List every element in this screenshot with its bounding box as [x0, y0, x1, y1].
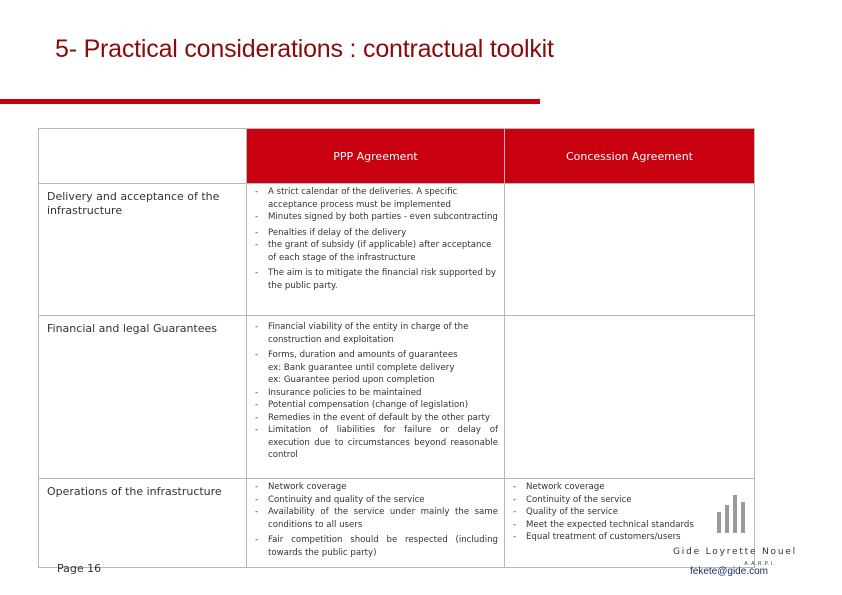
contact-email: fekete@gide.com — [690, 566, 768, 577]
list-item: - Quality of the service — [511, 506, 748, 519]
page-title: 5- Practical considerations : contractual toolkit — [55, 35, 554, 63]
list-item: - Equal treatment of customers/users — [511, 531, 748, 544]
contractual-toolkit-table — [38, 128, 755, 568]
ppp-cell — [247, 184, 505, 316]
concession-cell — [505, 184, 755, 316]
concession-cell — [505, 316, 755, 479]
list-item: - Continuity of the service — [511, 494, 748, 507]
row-label: Delivery and acceptance of the infrastructure — [39, 184, 247, 316]
list-item: - Potential compensation (change of legislation) — [253, 399, 498, 412]
list-item: ex: Guarantee period upon completion — [268, 375, 435, 385]
row-label: Financial and legal Guarantees — [39, 316, 247, 479]
list-item: - Remedies in the event of default by the other party — [253, 412, 498, 425]
header-blank-cell — [39, 129, 247, 184]
gide-logo — [673, 495, 797, 570]
ppp-cell — [247, 479, 505, 568]
list-item: - Continuity and quality of the service — [253, 494, 498, 507]
ppp-cell — [247, 316, 505, 479]
page-number: Page 16 — [57, 562, 102, 575]
logo-subtext: A.A.R.P.I. — [744, 561, 776, 567]
list-item: - Financial viability of the entity in charge of the construction and exploitation — [253, 321, 498, 346]
list-item: - Network coverage — [511, 481, 748, 494]
header-concession-agreement: Concession Agreement — [505, 129, 755, 184]
list-item: - the grant of subsidy (if applicable) after acceptance of each stage of the infrastructure — [253, 239, 498, 264]
table-row — [39, 184, 755, 316]
list-item: - Network coverage — [253, 481, 498, 494]
title-underline — [0, 99, 540, 104]
header-ppp-agreement: PPP Agreement — [247, 129, 505, 184]
table-row — [39, 316, 755, 479]
row-label: Operations of the infrastructure — [39, 479, 247, 568]
list-item: - Meet the expected technical standards — [511, 519, 748, 532]
list-item: - A strict calendar of the deliveries. A specific acceptance process must be implemented — [253, 186, 498, 211]
list-item: - Availability of the service under mainly the same conditions to all users — [253, 506, 498, 531]
list-item: - Penalties if delay of the delivery — [253, 227, 498, 240]
list-item: - Insurance policies to be maintained — [253, 387, 498, 400]
logo-text: Gide Loyrette Nouel — [673, 547, 797, 557]
list-item: - The aim is to mitigate the financial risk supported by the public party. — [253, 267, 498, 292]
list-item: - Forms, duration and amounts of guarantees — [253, 349, 498, 362]
logo-bars-icon — [717, 495, 745, 533]
list-item: - Fair competition should be respected (including towards the public party) — [253, 534, 498, 559]
list-item: - Minutes signed by both parties - even subcontracting — [253, 211, 498, 224]
list-item: ex: Bank guarantee until complete delivery — [268, 362, 455, 373]
list-item: - Limitation of liabilities for failure or delay of execution due to circumstances beyond reasonable control — [253, 424, 498, 462]
table-header-row — [39, 129, 755, 184]
table-row — [39, 479, 755, 568]
